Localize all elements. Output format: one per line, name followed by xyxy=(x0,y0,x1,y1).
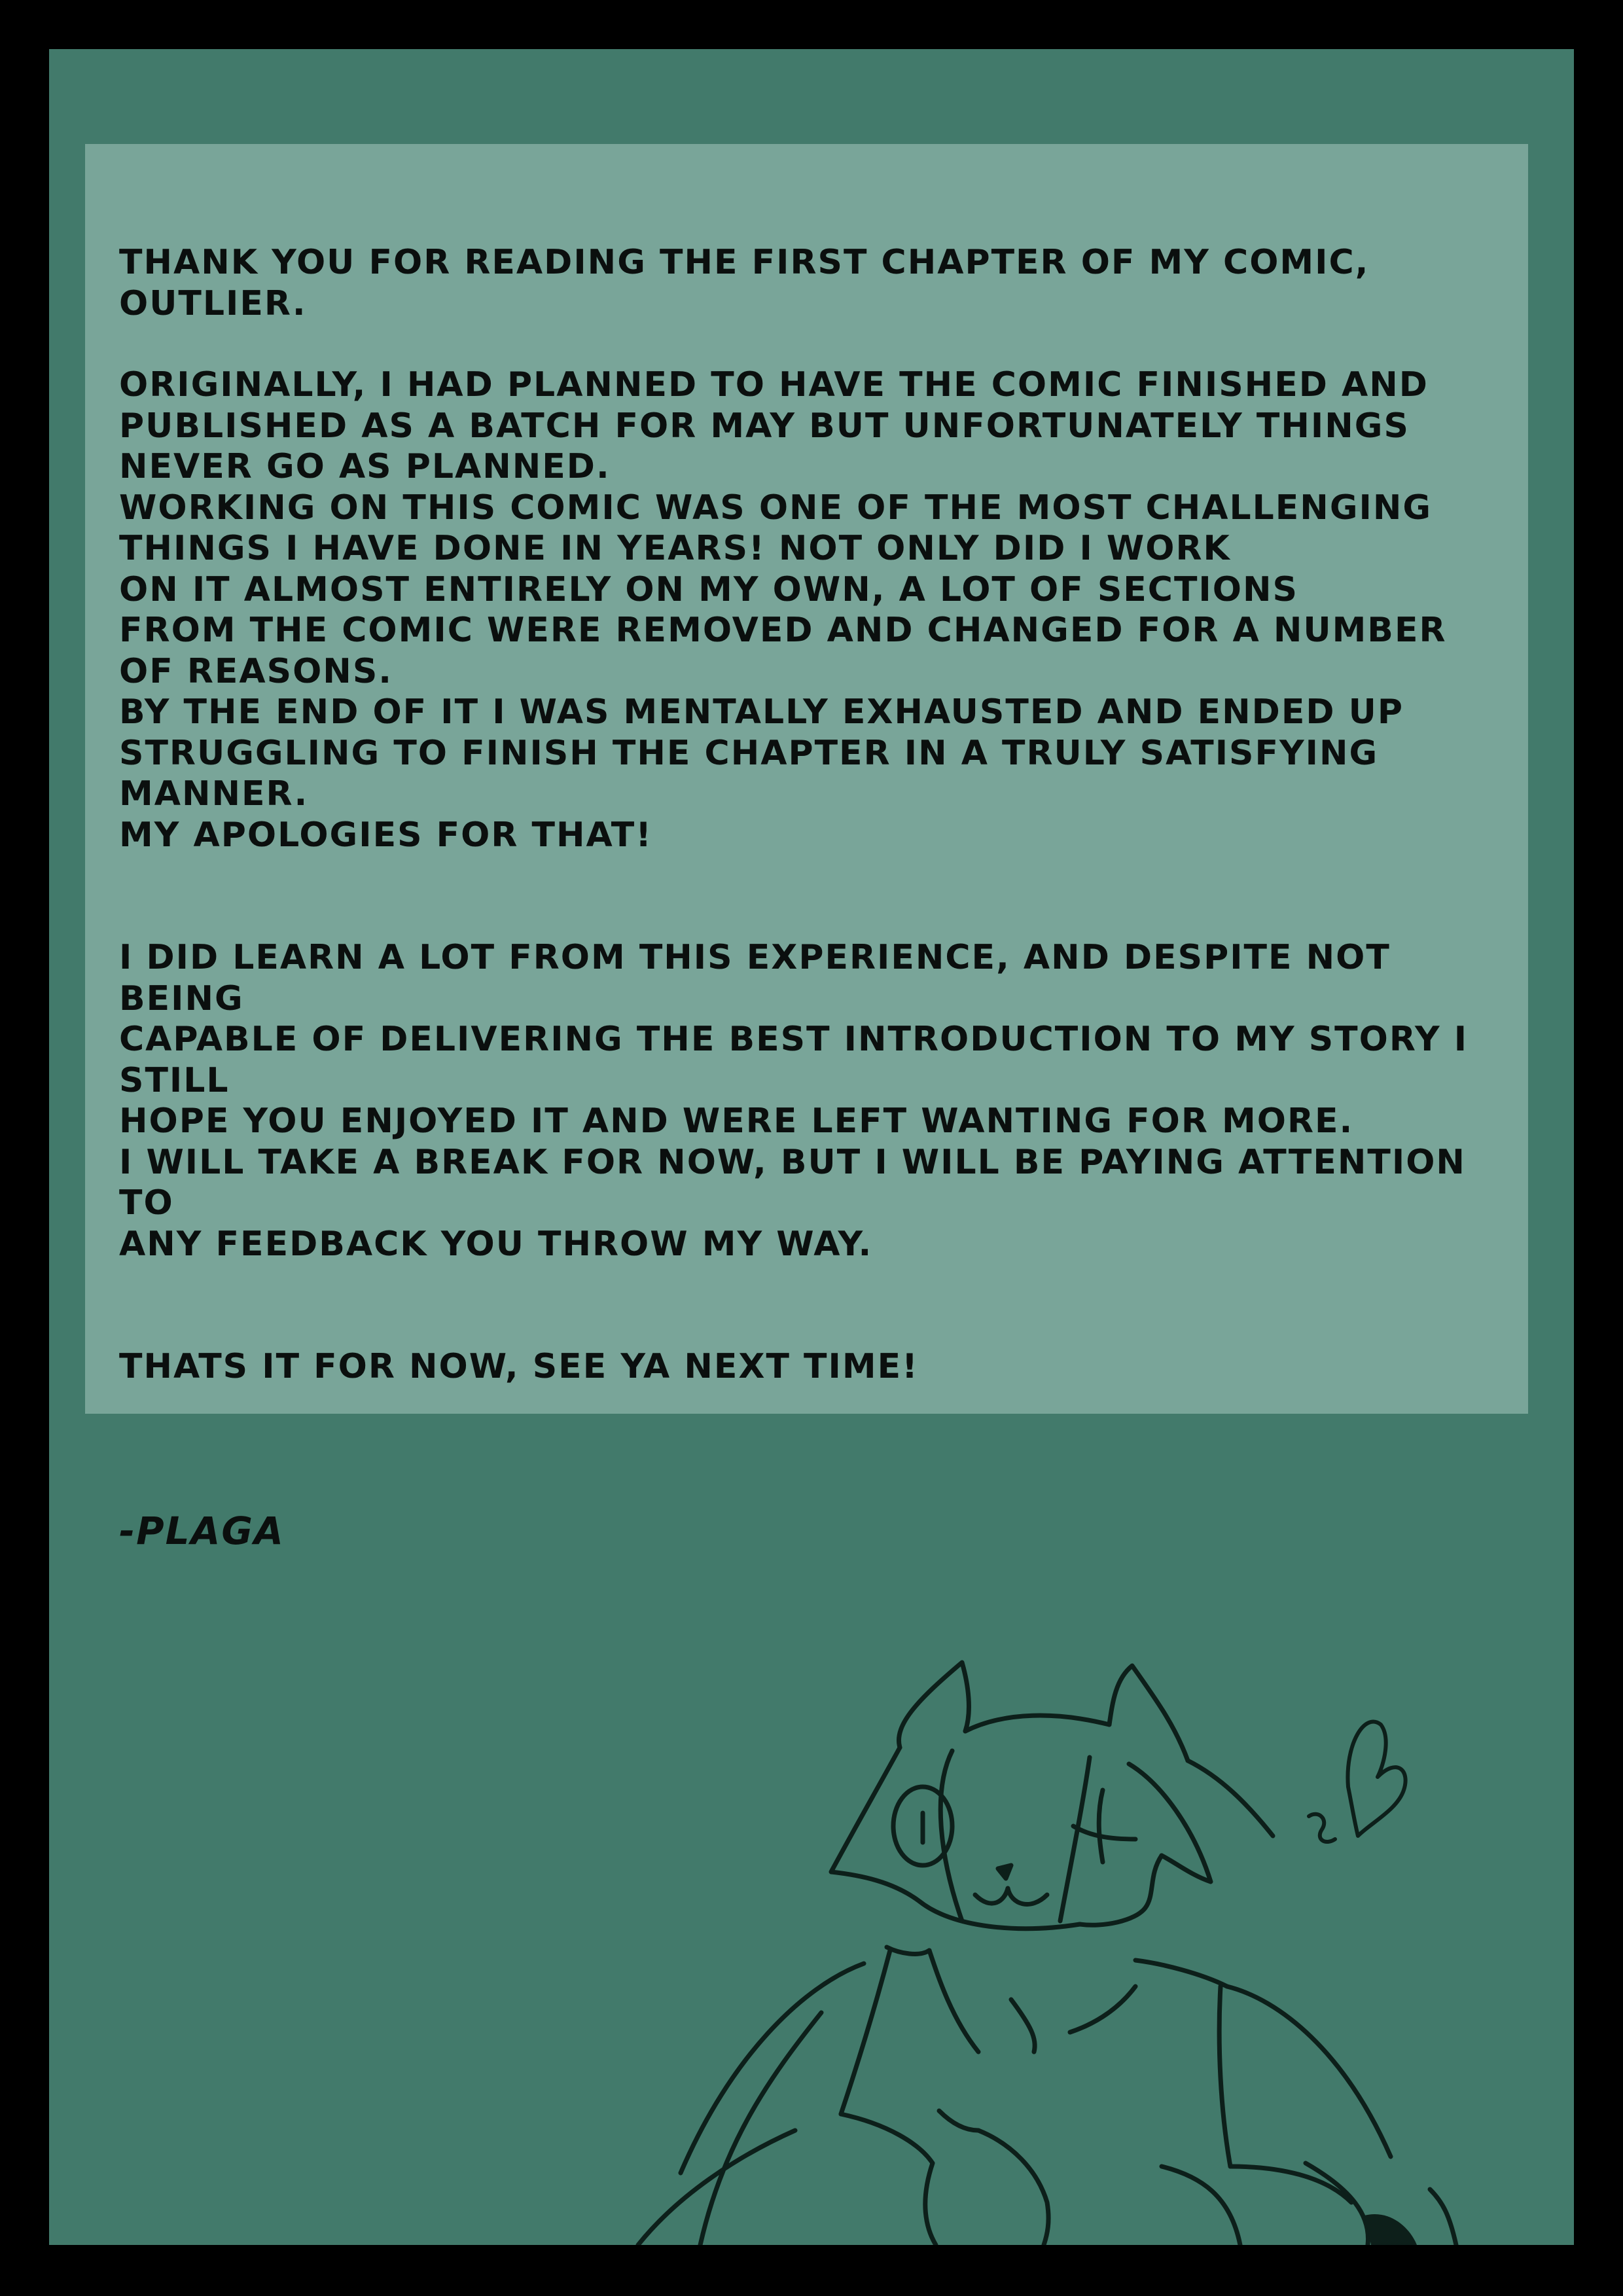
hair-tuft xyxy=(1129,1764,1211,1882)
letter-box xyxy=(85,144,1528,1553)
arm-right-upper xyxy=(1230,2166,1351,2202)
head-top xyxy=(965,1715,1109,1731)
shoulder-left xyxy=(681,1964,864,2173)
arm-left xyxy=(700,2013,821,2245)
strap-left xyxy=(841,1950,890,2114)
lower-right-edge xyxy=(1430,2189,1456,2245)
heart-icon xyxy=(1309,1722,1406,1842)
chin xyxy=(919,1901,1080,1929)
chest-left xyxy=(841,2114,936,2245)
left-ear xyxy=(899,1662,969,1748)
page-panel xyxy=(49,49,1574,2245)
mouth xyxy=(975,1888,1047,1904)
squiggle-icon xyxy=(1309,1814,1335,1842)
strap-right xyxy=(1219,1986,1230,2166)
shoulder-right xyxy=(1227,1986,1391,2157)
right-ear xyxy=(1109,1666,1188,1761)
chest-right-2 xyxy=(1162,2166,1240,2245)
chest-right xyxy=(978,2130,1048,2245)
neck-right xyxy=(1070,1986,1135,2032)
signature: -PLAGA xyxy=(119,1508,285,1553)
sleeve-shadow xyxy=(1364,2214,1417,2245)
nose xyxy=(998,1865,1011,1878)
collar-left xyxy=(887,1947,929,1954)
collar-right xyxy=(1135,1960,1227,1986)
neck-left xyxy=(929,1950,978,2052)
cheek-fluff xyxy=(1080,1856,1162,1925)
chest-fur xyxy=(1011,2000,1035,2052)
lower-left xyxy=(638,2130,795,2245)
chest-center xyxy=(939,2111,978,2130)
letter-paragraph-4: THATS IT FOR NOW, SEE YA NEXT TIME! xyxy=(119,1347,919,1386)
open-eye xyxy=(893,1787,952,1865)
arm-right-lower xyxy=(1306,2163,1368,2245)
scar-right xyxy=(1060,1757,1090,1921)
letter-paragraph-1: THANK YOU FOR READING THE FIRST CHAPTER OF MY COMIC, OUTLIER. xyxy=(119,243,1370,323)
head-right xyxy=(1188,1761,1273,1836)
scar-left xyxy=(940,1751,962,1921)
head-left xyxy=(831,1748,919,1901)
wink-eye xyxy=(1073,1826,1135,1839)
letter-paragraph-3: I DID LEARN A LOT FROM THIS EXPERIENCE, AND DESPITE NOT BEING CAPABLE OF DELIVERING THE BEST INTRODUCTION TO MY STORY I STILL HOPE YOU ENJOYED IT AND WERE LEFT WANTING FOR MORE. I WILL TAKE A BREAK FOR NOW, BUT I WILL BE PAYING ATTENTION TO ANY FEEDBACK YOU THROW MY WAY. xyxy=(119,938,1469,1264)
letter-paragraph-2: ORIGINALLY, I HAD PLANNED TO HAVE THE COMIC FINISHED AND PUBLISHED AS A BATCH FOR MAY BUT UNFORTUNATELY THINGS NEVER GO AS PLANNED. WORKING ON THIS COMIC WAS ONE OF THE MOST CHALLENGING THINGS I HAVE DONE IN YEARS! NOT ONLY DID I WORK ON IT ALMOST ENTIRELY ON MY OWN, A LOT OF SECTIONS FROM THE COMIC WERE REMOVED AND CHANGED FOR A NUMBER OF REASONS. BY THE END OF IT I WAS MENTALLY EXHAUSTED AND ENDED UP STRUGGLING TO FINISH THE CHAPTER IN A TRULY SATISFYING MANNER. MY APOLOGIES FOR THAT! xyxy=(119,365,1447,855)
scar-right-2 xyxy=(1099,1790,1103,1862)
